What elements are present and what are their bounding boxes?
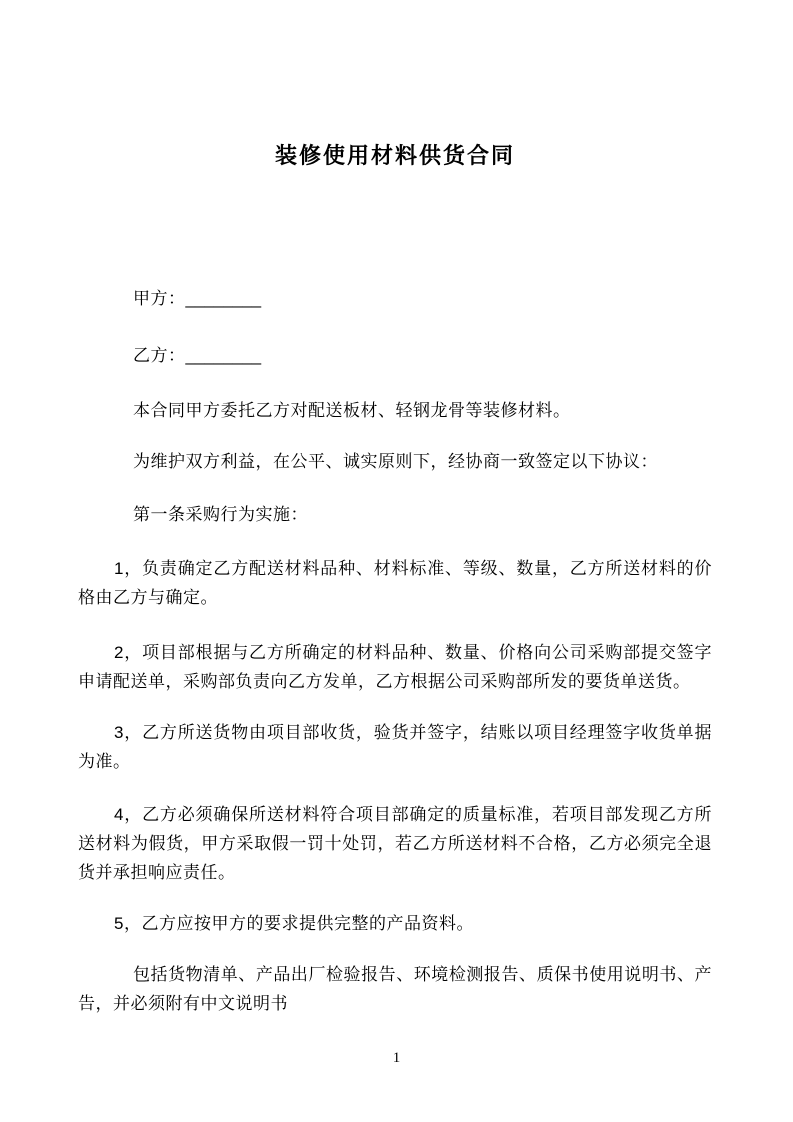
contract-item-1: 1，负责确定乙方配送材料品种、材料标准、等级、数量，乙方所送材料的价格由乙方与确定。 (78, 559, 712, 607)
party-a-blank: ________ (185, 289, 262, 308)
intro-paragraph: 本合同甲方委托乙方对配送板材、轻钢龙骨等装修材料。 (133, 401, 571, 420)
party-b-line (78, 341, 712, 370)
clause-1-heading: 第一条采购行为实施： (133, 505, 308, 524)
principle-paragraph: 为维护双方利益，在公平、诚实原则下，经协商一致签定以下协议： (133, 452, 658, 471)
party-a-label: 甲方： (133, 289, 186, 308)
document-body (78, 0, 712, 1018)
party-b-blank: ________ (185, 346, 262, 365)
party-a-line (78, 284, 712, 313)
page-number: 1 (392, 1050, 401, 1066)
contract-item-4: 4，乙方必须确保所送材料符合项目部确定的质量标准，若项目部发现乙方所送材料为假货，甲方采取假一罚十处罚，若乙方所送材料不合格，乙方必须完全退货并承担响应责任。 (78, 805, 712, 882)
attachments-paragraph: 包括货物清单、产品出厂检验报告、环境检测报告、质保书使用说明书、产告，并必须附有中文说明书 (78, 965, 712, 1013)
document-title: 装修使用材料供货合同 (274, 143, 515, 168)
contract-item-5: 5，乙方应按甲方的要求提供完整的产品资料。 (114, 914, 474, 933)
party-b-label: 乙方： (133, 346, 186, 365)
contract-item-2: 2，项目部根据与乙方所确定的材料品种、数量、价格向公司采购部提交签字申请配送单，采购部负责向乙方发单，乙方根据公司采购部所发的要货单送货。 (78, 643, 712, 691)
contract-item-3: 3，乙方所送货物由项目部收货，验货并签字，结账以项目经理签字收货单据为准。 (78, 723, 712, 771)
